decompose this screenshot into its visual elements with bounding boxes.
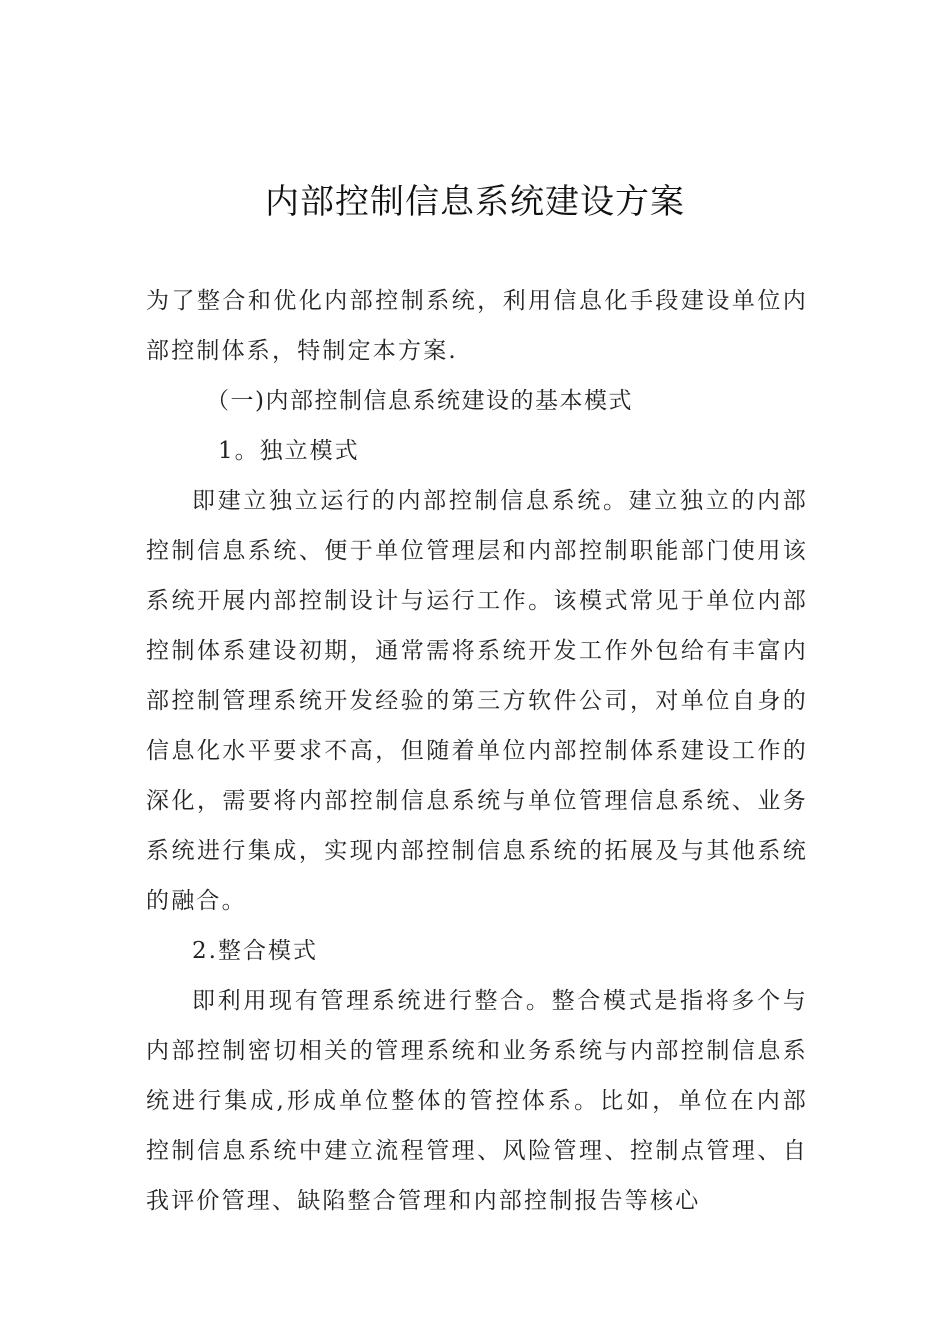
document-body <box>146 276 808 1226</box>
intro-paragraph: 为了整合和优化内部控制系统，利用信息化手段建设单位内部控制体系，特制定本方案. <box>146 288 808 364</box>
subheading-independent-mode: 1。独立模式 <box>218 438 360 464</box>
subheading-integration-mode: 2.整合模式 <box>192 938 318 964</box>
document-title: 内部控制信息系统建设方案 <box>265 182 685 222</box>
paragraph-independent-mode: 即建立独立运行的内部控制信息系统。建立独立的内部控制信息系统、便于单位管理层和内部控制职能部门使用该系统开展内部控制设计与运行工作。该模式常见于单位内部控制体系建设初期，通常需将系统开发工作外包给有丰富内部控制管理系统开发经验的第三方软件公司，对单位自身的信息化水平要求不高，但随着单位内部控制体系建设工作的深化，需要将内部控制信息系统与单位管理信息系统、业务系统进行集成，实现内部控制信息系统的拓展及与其他系统的融合。 <box>146 488 808 914</box>
paragraph-integration-mode: 即利用现有管理系统进行整合。整合模式是指将多个与内部控制密切相关的管理系统和业务系统与内部控制信息系统进行集成,形成单位整体的管控体系。比如，单位在内部控制信息系统中建立流程管理、风险管理、控制点管理、自我评价管理、缺陷整合管理和内部控制报告等核心 <box>146 988 808 1214</box>
section-heading-basic-modes: （一)内部控制信息系统建设的基本模式 <box>206 388 633 414</box>
